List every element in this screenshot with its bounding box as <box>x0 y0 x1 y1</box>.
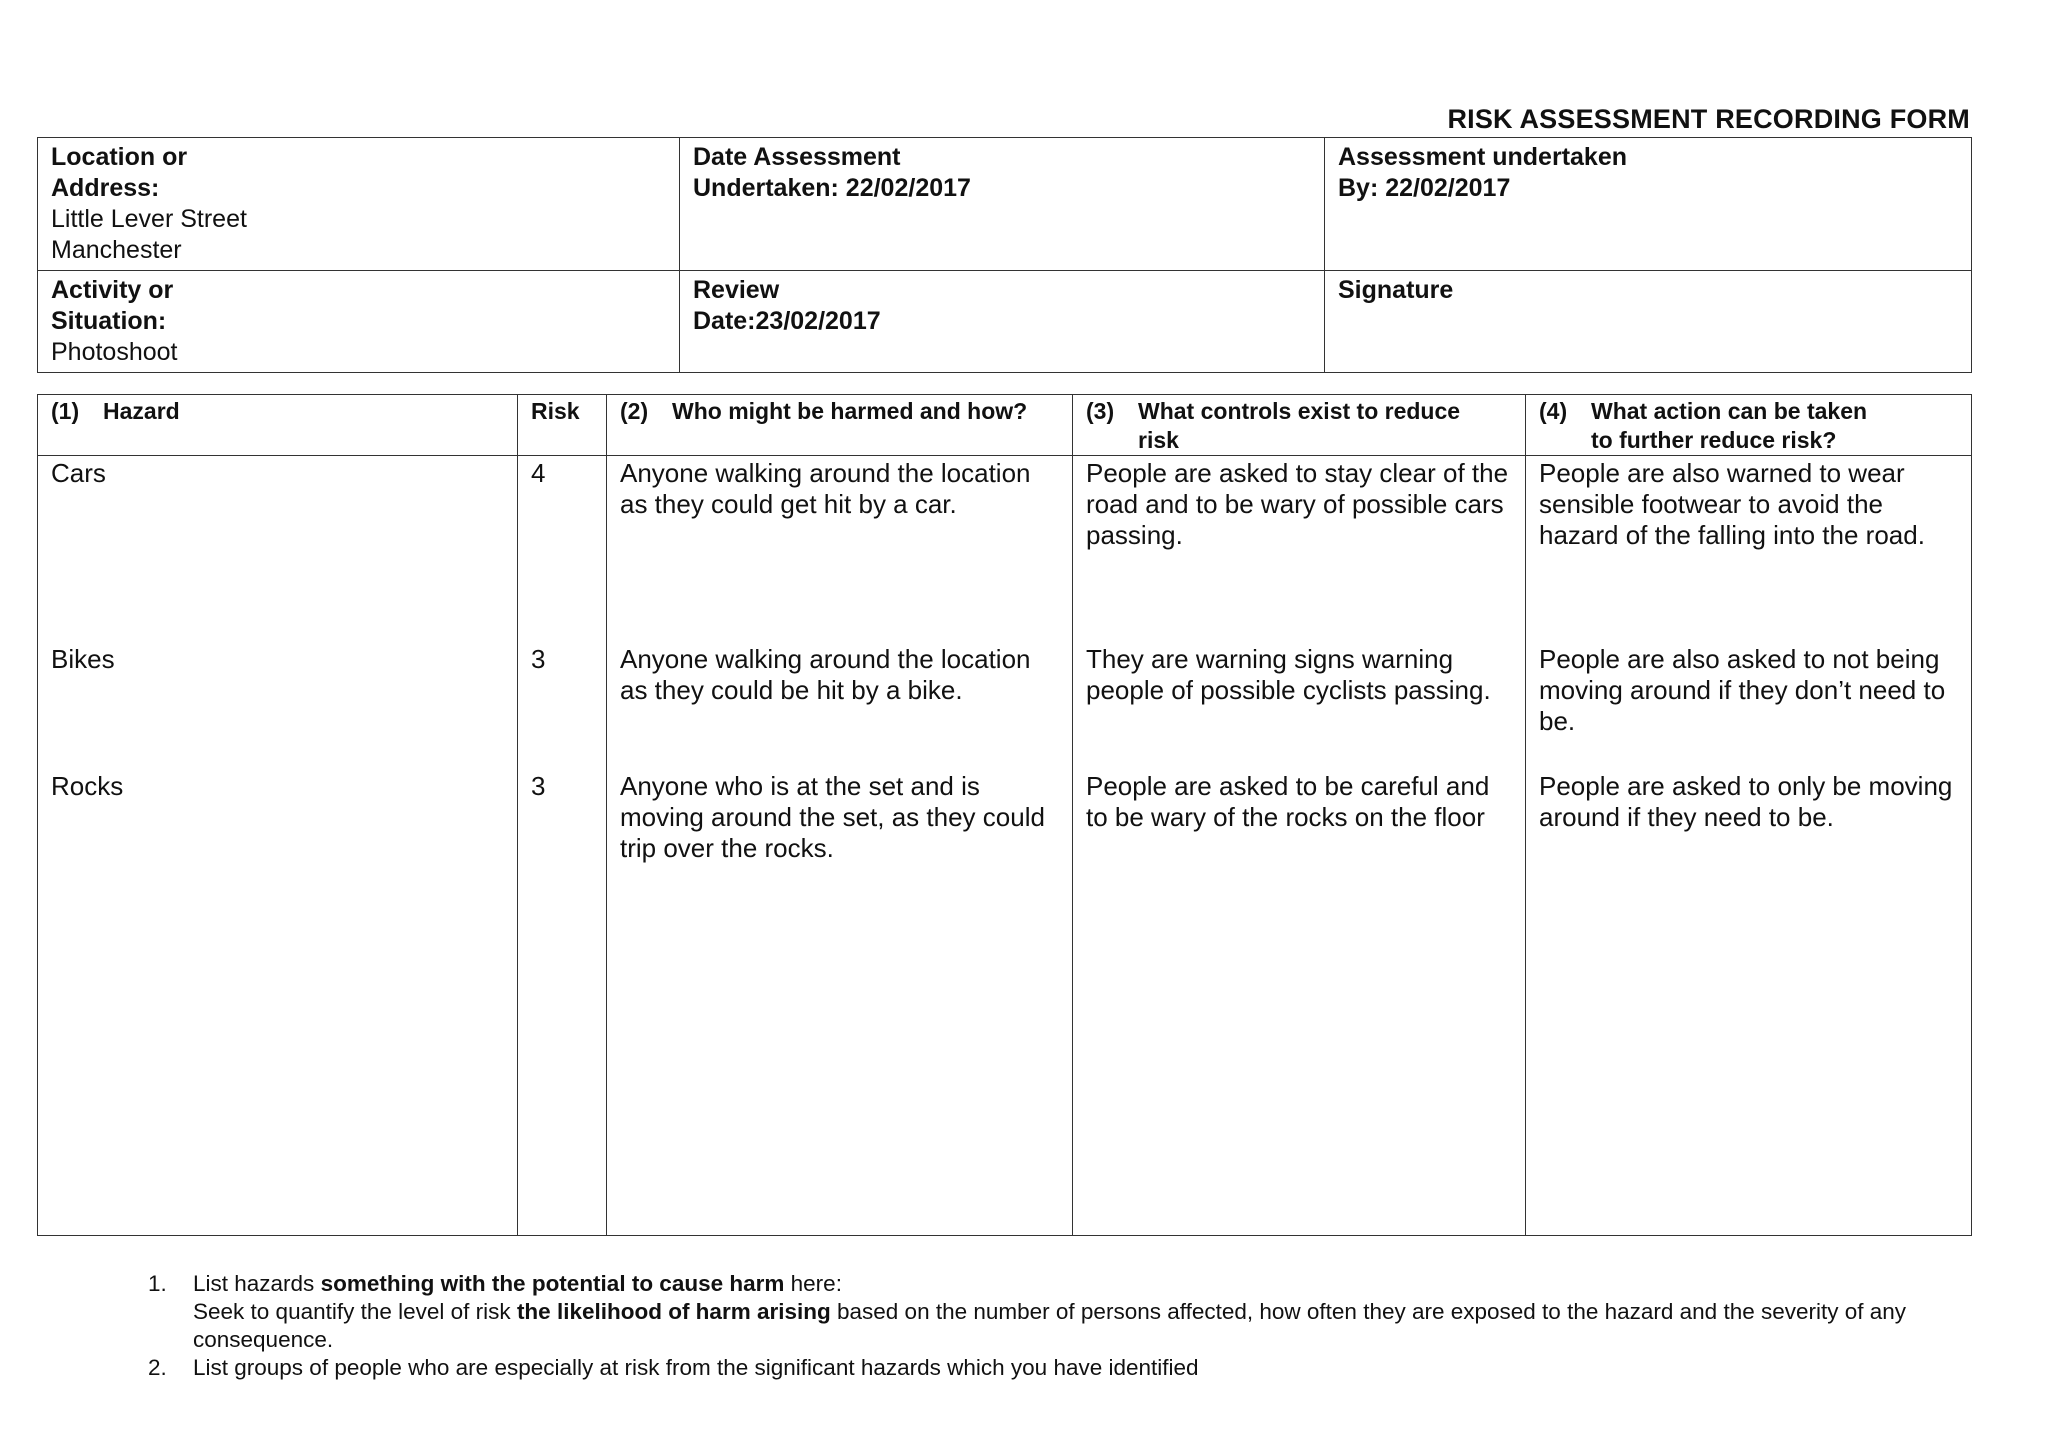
activity-value: Photoshoot <box>51 338 178 366</box>
note-1-text-f: based on the number of persons affected, how often they are exposed to the hazard and the severity of any consequence. <box>193 1299 1907 1352</box>
who-column-header <box>607 395 1073 456</box>
note-1-number: 1. <box>148 1271 167 1296</box>
location-line-1: Little Lever Street <box>51 205 247 233</box>
review-value: Date:23/02/2017 <box>693 307 881 335</box>
activity-cell <box>38 271 680 373</box>
activity-label-1: Activity or <box>51 276 174 304</box>
instruction-notes <box>148 1270 1948 1382</box>
risk-cell: 4 <box>518 456 607 643</box>
assessed-by-value: By: 22/02/2017 <box>1338 174 1511 202</box>
activity-label-2: Situation: <box>51 307 167 335</box>
who-cell: Anyone walking around the location as they could be hit by a bike. <box>607 642 1073 769</box>
controls-header-label-2: risk <box>1138 427 1179 453</box>
controls-cell: People are asked to stay clear of the road and to be wary of possible cars passing. <box>1073 456 1526 643</box>
hazard-table-header-row <box>38 395 1972 456</box>
location-label-2: Address: <box>51 174 160 202</box>
note-1-text-c: here: <box>790 1271 842 1296</box>
who-cell: Anyone walking around the location as they could get hit by a car. <box>607 456 1073 643</box>
controls-cell: People are asked to be careful and to be wary of the rocks on the floor <box>1073 769 1526 1236</box>
action-cell: People are asked to only be moving around if they need to be. <box>1526 769 1972 1236</box>
hazard-cell: Bikes <box>38 642 518 769</box>
who-header-number: (2) <box>620 398 649 424</box>
table-row <box>38 642 1972 769</box>
date-label: Date Assessment <box>693 143 901 171</box>
location-label-1: Location or <box>51 143 188 171</box>
table-row <box>38 456 1972 643</box>
assessed-by-label: Assessment undertaken <box>1338 143 1628 171</box>
note-1-text-d: Seek to quantify the level of risk <box>193 1299 511 1324</box>
date-assessment-cell <box>680 138 1325 271</box>
hazard-header-label: Hazard <box>103 398 180 424</box>
controls-header-label-1: What controls exist to reduce <box>1138 398 1461 424</box>
signature-label: Signature <box>1338 276 1454 304</box>
action-header-label-1: What action can be taken <box>1591 398 1868 424</box>
controls-header-number: (3) <box>1086 398 1115 424</box>
who-cell: Anyone who is at the set and is moving around the set, as they could trip over the rocks. <box>607 769 1073 1236</box>
location-line-2: Manchester <box>51 236 182 264</box>
action-cell: People are also warned to wear sensible footwear to avoid the hazard of the falling into the road. <box>1526 456 1972 643</box>
assessment-header-table <box>37 137 1972 373</box>
hazard-cell: Cars <box>38 456 518 643</box>
risk-column-header <box>518 395 607 456</box>
action-column-header <box>1526 395 1972 456</box>
action-header-number: (4) <box>1539 398 1568 424</box>
who-header-label: Who might be harmed and how? <box>672 398 1028 424</box>
note-item-2 <box>148 1354 1948 1382</box>
date-value: Undertaken: 22/02/2017 <box>693 174 971 202</box>
controls-cell: They are warning signs warning people of possible cyclists passing. <box>1073 642 1526 769</box>
note-1-text-e: the likelihood of harm arising <box>516 1299 831 1324</box>
hazard-cell: Rocks <box>38 769 518 1236</box>
risk-header-label: Risk <box>531 398 580 424</box>
action-cell: People are also asked to not being moving around if they don’t need to be. <box>1526 642 1972 769</box>
assessed-by-cell <box>1325 138 1972 271</box>
note-2-text: List groups of people who are especially at risk from the significant hazards which you have identified <box>193 1355 1199 1380</box>
review-label: Review <box>693 276 780 304</box>
note-item-1 <box>148 1270 1948 1354</box>
review-date-cell <box>680 271 1325 373</box>
controls-column-header <box>1073 395 1526 456</box>
hazard-table <box>37 394 1972 1236</box>
risk-cell: 3 <box>518 642 607 769</box>
action-header-label-2: to further reduce risk? <box>1591 427 1837 453</box>
form-title: RISK ASSESSMENT RECORDING FORM <box>1447 104 1970 134</box>
hazard-column-header <box>38 395 518 456</box>
location-cell <box>38 138 680 271</box>
table-row <box>38 769 1972 1236</box>
signature-cell <box>1325 271 1972 373</box>
risk-cell: 3 <box>518 769 607 1236</box>
note-1-text-b: something with the potential to cause harm <box>320 1271 785 1296</box>
note-1-text-a: List hazards <box>193 1271 315 1296</box>
note-2-number: 2. <box>148 1355 167 1380</box>
hazard-header-number: (1) <box>51 398 80 424</box>
